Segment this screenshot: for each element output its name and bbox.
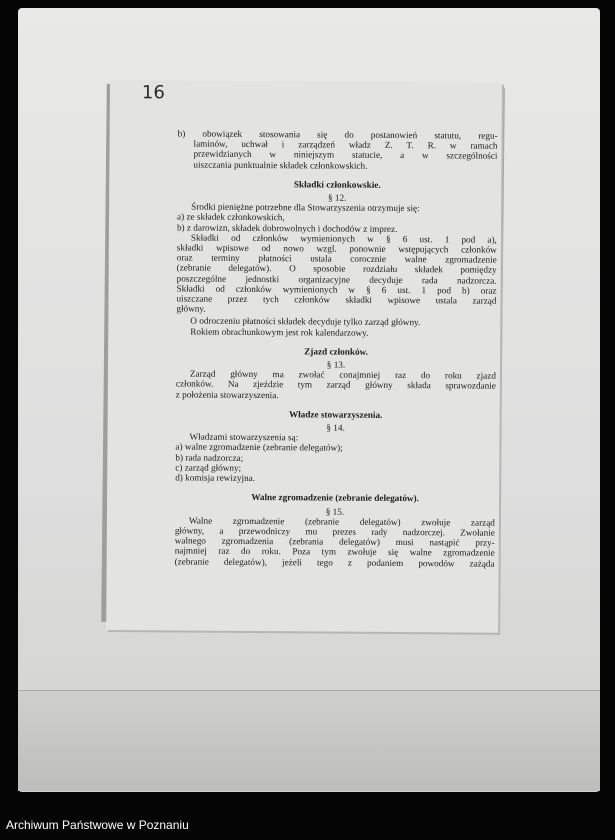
item-b-line: b) obowiązek stosowania się do postanowień statutu, regu- [177, 128, 498, 141]
page-content [175, 128, 498, 568]
paragraph-sign: § 14. [326, 422, 345, 433]
section-skladki [176, 178, 497, 338]
text-line: główny, a przewodniczy mu prezes rady nadzorczej. Zwołanie [174, 525, 495, 538]
text-line: c) zarząd główny; [175, 462, 242, 473]
paragraph-sign: § 15. [325, 506, 345, 517]
text-line: a) ze składek członkowskich, [177, 211, 285, 223]
text-line: z położenia stowarzyszenia. [175, 389, 279, 400]
text-line: walnego zgromadzenia (zebrania delegatów) musi nastąpić przy- [174, 535, 495, 548]
section-zjazd [176, 345, 496, 401]
text-line: poszczególne jednostki organizacyjne decyduje rada nadzorcza. [176, 273, 497, 286]
paragraph-sign: § 12. [327, 192, 347, 203]
paragraph-sign: § 13. [326, 359, 346, 370]
text-line: a) walne zgromadzenie (zebranie delegatów); [175, 441, 343, 454]
section-heading: Zjazd członków. [304, 346, 369, 357]
text-line: (zebranie delegatów), jeżeli tego z podaniem powodów zażąda [174, 555, 495, 569]
text-line: O odroczeniu płatności składek decyduje tylko zarząd główny. [190, 316, 421, 328]
item-b-line: laminów, uchwał i zarządzeń władz Z. T. R. w ramach [193, 138, 498, 151]
text-line: Składki od członków wymienionych w § 6 ust. 1 pod a), [190, 232, 497, 245]
section-heading: Władze stowarzyszenia. [288, 409, 383, 420]
text-line: (zebranie delegatów). O sposobie rozdziału składek pomiędzy [176, 262, 497, 276]
section-heading: Walne zgromadzenie (zebranie delegatów). [251, 492, 419, 504]
text-line: oraz terminy płatności ustala corocznie walne zgromadzenie [176, 252, 497, 265]
text-line: członków. Na zjeździe tym zarząd główny składa sprawozdanie [175, 378, 496, 392]
text-line: Władzami stowarzyszenia są: [189, 431, 299, 443]
text-line: uiszczane przez tych członków składki wpisowe ustala zarząd [176, 293, 497, 306]
text-line: Rokiem obrachunkowym jest rok kalendarzowy. [190, 326, 369, 338]
archive-label: Archiwum Państwowe w Poznaniu [6, 818, 189, 832]
item-b-line: przewidzianych w niniejszym statucie, a w szczególności [193, 148, 498, 162]
section-heading: Składki członkowskie. [293, 179, 381, 190]
document-page [106, 80, 502, 633]
holder-strip [18, 690, 600, 791]
text-line: główny. [176, 303, 206, 314]
section-wladze [175, 408, 496, 485]
text-line: Składki od członków wymienionych w § 6 ust. 1 pod b) oraz [176, 283, 497, 296]
section-walne [175, 492, 496, 569]
text-line: najmniej raz do roku. Poza tym zwołuje się walne zgromadzenie [174, 545, 495, 559]
text-line: d) komisja rewizyjna. [175, 472, 256, 484]
text-line: b) z darowizn, składek dobrowolnych i dochodów z imprez. [176, 222, 398, 234]
item-b-line: uiszczania punktualnie składek członkowskich. [193, 159, 368, 171]
item-b [177, 128, 497, 171]
text-line: b) rada nadzorcza; [175, 452, 244, 463]
text-line: składki wpisowe od nowo wzgl. ponownie wstępujących członków [176, 242, 497, 255]
text-line: Walne zgromadzenie (zebranie delegatów) zwołuje zarząd [188, 515, 495, 528]
page-number: 16 [141, 82, 165, 104]
text-line: Środki pieniężne potrzebne dla Stowarzyszenia otrzymuje się: [191, 201, 420, 214]
text-line: Zarząd główny ma zwołać conajmniej raz do roku zjazd [189, 368, 496, 381]
